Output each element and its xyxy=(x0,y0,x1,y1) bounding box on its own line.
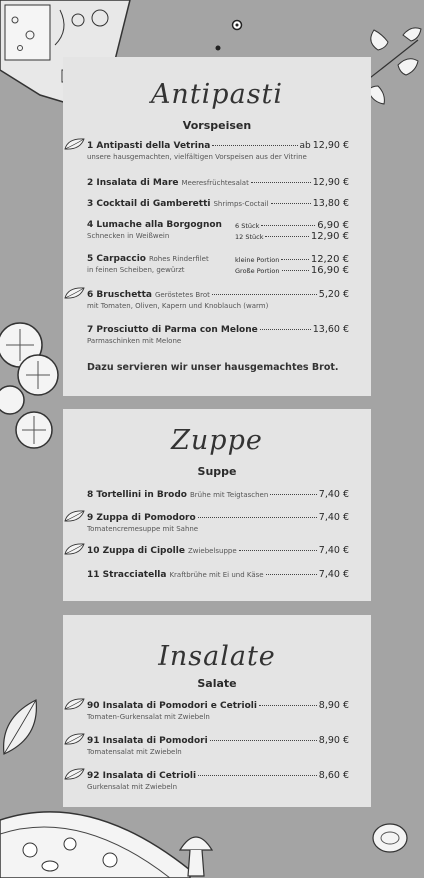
section-subtitle: Vorspeisen xyxy=(182,119,252,132)
leader-dots xyxy=(259,705,317,706)
item-description: Tomaten-Gurkensalat mit Zwiebeln xyxy=(87,713,210,721)
leaf-icon xyxy=(64,767,86,781)
item-inline-description: Geröstetes Brot xyxy=(154,291,210,299)
item-price: 13,80 € xyxy=(312,198,349,209)
leader-dots xyxy=(212,294,317,295)
item-price: 8,90 € xyxy=(318,735,349,746)
leaf-icon xyxy=(64,542,86,556)
mushroom-illustration xyxy=(370,818,410,858)
item-name: 8 Tortellini in Brodo xyxy=(87,490,187,500)
menu-item xyxy=(87,220,349,246)
variant-label: kleine Portion xyxy=(235,256,280,264)
leaf-icon xyxy=(64,732,86,746)
menu-item xyxy=(87,177,349,188)
item-name: 4 Lumache alla Borgognon xyxy=(87,220,222,230)
bread-note: Dazu servieren wir unser hausgemachtes Brot. xyxy=(87,362,339,373)
price-variant xyxy=(235,265,349,276)
menu-item xyxy=(87,545,349,556)
variant-price: 12,90 € xyxy=(310,231,349,242)
item-name: 2 Insalata di Mare xyxy=(87,178,179,188)
menu-item xyxy=(87,198,349,209)
variant-label: Große Portion xyxy=(235,267,280,275)
leader-dots xyxy=(271,203,311,204)
item-description: Schnecken in Weißwein xyxy=(87,232,170,240)
leaf-icon xyxy=(64,509,86,523)
item-price: 8,60 € xyxy=(318,770,349,781)
item-description: mit Tomaten, Oliven, Kapern und Knoblauch (warm) xyxy=(87,302,269,310)
price-prefix: ab xyxy=(299,141,311,151)
item-name: 7 Prosciutto di Parma con Melone xyxy=(87,325,258,335)
menu-item xyxy=(87,770,349,791)
peppercorn-icon xyxy=(231,19,243,31)
item-description: Parmaschinken mit Melone xyxy=(87,337,182,345)
leaf-icon xyxy=(64,286,86,300)
variant-price: 6,90 € xyxy=(317,220,349,231)
item-name: 1 Antipasti della Vetrina xyxy=(87,141,211,151)
variant-label: 12 Stück xyxy=(235,233,264,241)
leaf-icon xyxy=(64,697,86,711)
item-price: 7,40 € xyxy=(318,545,349,556)
item-inline-description: Rohes Rinderfilet xyxy=(148,255,209,263)
price-variant xyxy=(235,220,349,231)
leader-dots xyxy=(261,225,315,226)
pizza-illustration xyxy=(0,800,200,878)
peppercorn-icon xyxy=(215,45,221,51)
leader-dots xyxy=(265,236,308,237)
item-name: 9 Zuppa di Pomodoro xyxy=(87,513,196,523)
item-price: 7,40 € xyxy=(318,489,349,500)
item-name: 92 Insalata di Cetrioli xyxy=(87,771,197,781)
item-name: 90 Insalata di Pomodori e Cetrioli xyxy=(87,701,257,711)
insalate-section xyxy=(63,615,371,807)
section-title: Insalate xyxy=(158,641,276,672)
item-price: 12,90 € xyxy=(312,140,349,151)
item-name: 3 Cocktail di Gamberetti xyxy=(87,199,211,209)
menu-item xyxy=(87,489,349,500)
item-name: 11 Stracciatella xyxy=(87,570,167,580)
item-price: 7,40 € xyxy=(318,512,349,523)
item-inline-description: Meeresfrüchtesalat xyxy=(181,179,249,187)
mushroom-illustration xyxy=(178,828,214,878)
antipasti-section xyxy=(63,57,371,396)
menu-item xyxy=(87,289,349,310)
section-title: Zuppe xyxy=(171,425,263,456)
item-price: 12,90 € xyxy=(312,177,349,188)
item-price: 7,40 € xyxy=(318,569,349,580)
menu-item xyxy=(87,700,349,721)
leader-dots xyxy=(260,329,311,330)
leader-dots xyxy=(270,494,316,495)
item-inline-description: Zwiebelsuppe xyxy=(187,547,237,555)
item-description: Tomatencremesuppe mit Sahne xyxy=(87,525,199,533)
leader-dots xyxy=(281,259,308,260)
menu-item xyxy=(87,569,349,580)
section-subtitle: Salate xyxy=(197,677,237,690)
leader-dots xyxy=(251,182,311,183)
price-variant xyxy=(235,254,349,265)
leader-dots xyxy=(266,574,317,575)
variant-price: 16,90 € xyxy=(310,265,349,276)
menu-item xyxy=(87,512,349,533)
item-price: 5,20 € xyxy=(318,289,349,300)
item-description: unsere hausgemachten, vielfältigen Vorspeisen aus der Vitrine xyxy=(87,153,307,161)
menu-item xyxy=(87,254,349,280)
item-description: Tomatensalat mit Zwiebeln xyxy=(87,748,182,756)
item-description: in feinen Scheiben, gewürzt xyxy=(87,266,185,274)
item-name: 5 Carpaccio xyxy=(87,254,146,264)
item-price: 13,60 € xyxy=(312,324,349,335)
variant-label: 6 Stück xyxy=(235,222,260,230)
menu-item xyxy=(87,324,349,345)
item-price: 8,90 € xyxy=(318,700,349,711)
item-inline-description: Kraftbrühe mit Ei und Käse xyxy=(169,571,264,579)
leader-dots xyxy=(198,775,317,776)
price-variant xyxy=(235,231,349,242)
item-inline-description: Shrimps-Coctail xyxy=(213,200,269,208)
menu-item xyxy=(87,735,349,756)
variant-price: 12,20 € xyxy=(310,254,349,265)
item-name: 6 Bruschetta xyxy=(87,290,152,300)
leader-dots xyxy=(210,740,317,741)
item-name: 91 Insalata di Pomodori xyxy=(87,736,208,746)
section-title: Antipasti xyxy=(150,79,284,110)
tomato-slices-illustration xyxy=(0,315,64,465)
leader-dots xyxy=(239,550,317,551)
section-subtitle: Suppe xyxy=(197,465,237,478)
leader-dots xyxy=(282,270,309,271)
menu-item xyxy=(87,140,349,161)
zuppe-section xyxy=(63,409,371,601)
item-name: 10 Zuppa di Cipolle xyxy=(87,546,185,556)
item-inline-description: Brühe mit Teigtaschen xyxy=(189,491,269,499)
item-description: Gurkensalat mit Zwiebeln xyxy=(87,783,178,791)
leader-dots xyxy=(198,517,317,518)
price-variants xyxy=(235,220,349,242)
price-variants xyxy=(235,254,349,276)
leaf-icon xyxy=(64,137,86,151)
leader-dots xyxy=(212,145,297,146)
basil-leaf-illustration xyxy=(0,698,40,758)
